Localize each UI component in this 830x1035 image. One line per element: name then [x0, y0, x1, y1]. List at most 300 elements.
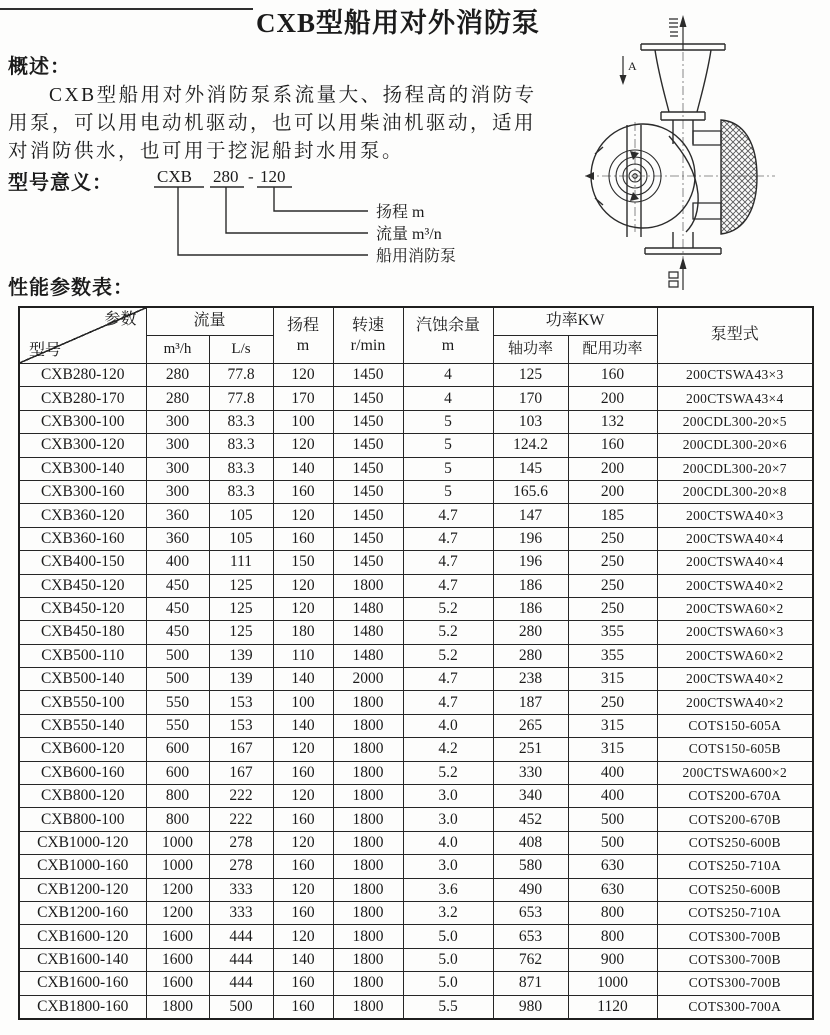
cell-speed: 1800	[333, 785, 403, 808]
cell-pump-type: 200CTSWA40×3	[657, 504, 813, 527]
cell-flow-ls: 444	[209, 925, 273, 948]
cell-flow-m3h: 1600	[146, 925, 209, 948]
cell-shaft-power: 196	[493, 527, 568, 550]
cell-fitted-power: 315	[568, 714, 657, 737]
cell-flow-m3h: 300	[146, 480, 209, 503]
cell-npsh: 5.0	[403, 948, 493, 971]
col-header-head: 扬程 m	[273, 307, 333, 364]
cell-flow-m3h: 360	[146, 527, 209, 550]
cell-model: CXB1600-120	[19, 925, 146, 948]
cell-pump-type: 200CTSWA60×2	[657, 644, 813, 667]
cell-npsh: 4.7	[403, 551, 493, 574]
cell-fitted-power: 400	[568, 785, 657, 808]
cell-pump-type: 200CTSWA43×4	[657, 387, 813, 410]
table-row	[19, 785, 813, 808]
cell-flow-m3h: 1200	[146, 901, 209, 924]
cell-flow-ls: 77.8	[209, 387, 273, 410]
cell-model: CXB300-140	[19, 457, 146, 480]
cell-shaft-power: 580	[493, 855, 568, 878]
cell-npsh: 3.0	[403, 808, 493, 831]
table-row	[19, 480, 813, 503]
table-row	[19, 761, 813, 784]
cell-pump-type: 200CDL300-20×8	[657, 480, 813, 503]
port-label-top-mark	[669, 19, 678, 36]
cell-head: 160	[273, 808, 333, 831]
cell-pump-type: COTS200-670B	[657, 808, 813, 831]
cell-fitted-power: 160	[568, 364, 657, 387]
table-heading: 性能参数表：	[8, 277, 134, 299]
cell-fitted-power: 800	[568, 925, 657, 948]
cell-shaft-power: 196	[493, 551, 568, 574]
corner-label-parameter: 参数	[104, 311, 137, 328]
cell-model: CXB1200-160	[19, 901, 146, 924]
cell-flow-ls: 83.3	[209, 480, 273, 503]
cell-fitted-power: 250	[568, 574, 657, 597]
cell-shaft-power: 653	[493, 901, 568, 924]
cell-pump-type: COTS150-605A	[657, 714, 813, 737]
cell-shaft-power: 408	[493, 831, 568, 854]
cell-flow-m3h: 800	[146, 785, 209, 808]
table-row	[19, 855, 813, 878]
header-row-1	[19, 307, 813, 336]
col-header-shaft-power: 轴功率	[493, 336, 568, 364]
hub-arrow-marks	[585, 151, 639, 201]
cell-flow-ls: 222	[209, 808, 273, 831]
cell-pump-type: COTS300-700B	[657, 948, 813, 971]
overview-line: 对消防供水，也可用于挖泥船封水用泵。	[8, 141, 405, 162]
label-flow: 流量 m³/n	[376, 226, 442, 243]
table-row	[19, 504, 813, 527]
cell-pump-type: COTS250-710A	[657, 855, 813, 878]
cell-head: 120	[273, 925, 333, 948]
cell-shaft-power: 147	[493, 504, 568, 527]
cell-speed: 1800	[333, 901, 403, 924]
cell-model: CXB280-170	[19, 387, 146, 410]
section-marker	[620, 56, 638, 85]
cell-pump-type: 200CTSWA600×2	[657, 761, 813, 784]
cell-npsh: 4	[403, 387, 493, 410]
cell-fitted-power: 250	[568, 527, 657, 550]
cell-speed: 1800	[333, 808, 403, 831]
cell-model: CXB450-120	[19, 597, 146, 620]
cell-model: CXB800-120	[19, 785, 146, 808]
volute-casing	[591, 124, 698, 237]
cell-npsh: 4.7	[403, 504, 493, 527]
cell-flow-ls: 111	[209, 551, 273, 574]
cell-flow-m3h: 1800	[146, 995, 209, 1019]
cell-head: 120	[273, 574, 333, 597]
cell-head: 120	[273, 878, 333, 901]
cell-model: CXB550-140	[19, 714, 146, 737]
cell-pump-type: COTS250-600B	[657, 878, 813, 901]
cell-speed: 1450	[333, 457, 403, 480]
cell-speed: 1450	[333, 527, 403, 550]
cell-model: CXB300-100	[19, 410, 146, 433]
col-header-pump-type: 泵型式	[657, 307, 813, 364]
cell-head: 120	[273, 831, 333, 854]
cell-pump-type: COTS250-600B	[657, 831, 813, 854]
cell-npsh: 5.2	[403, 761, 493, 784]
overview-line: 用泵，可以用电动机驱动，也可以用柴油机驱动，适用	[8, 113, 537, 134]
cell-pump-type: COTS300-700A	[657, 995, 813, 1019]
col-header-npsh: 汽蚀余量 m	[403, 307, 493, 364]
cell-head: 160	[273, 855, 333, 878]
pump-drawing	[583, 4, 828, 296]
cell-npsh: 5	[403, 457, 493, 480]
cell-pump-type: COTS150-605B	[657, 738, 813, 761]
table-row	[19, 644, 813, 667]
cell-speed: 1800	[333, 691, 403, 714]
cell-pump-type: COTS300-700B	[657, 972, 813, 995]
cell-shaft-power: 762	[493, 948, 568, 971]
cell-shaft-power: 124.2	[493, 434, 568, 457]
cell-flow-m3h: 1600	[146, 972, 209, 995]
model-code-prefix: CXB	[157, 167, 192, 186]
cell-flow-m3h: 1600	[146, 948, 209, 971]
cell-model: CXB360-160	[19, 527, 146, 550]
cell-shaft-power: 145	[493, 457, 568, 480]
cell-shaft-power: 980	[493, 995, 568, 1019]
cell-fitted-power: 250	[568, 551, 657, 574]
cell-fitted-power: 200	[568, 457, 657, 480]
table-row	[19, 457, 813, 480]
cell-head: 140	[273, 668, 333, 691]
cell-head: 160	[273, 995, 333, 1019]
header-rule	[0, 8, 253, 10]
cell-speed: 1450	[333, 434, 403, 457]
cell-pump-type: 200CTSWA43×3	[657, 364, 813, 387]
cell-flow-ls: 153	[209, 691, 273, 714]
cell-flow-ls: 444	[209, 972, 273, 995]
cell-fitted-power: 200	[568, 480, 657, 503]
cell-shaft-power: 280	[493, 644, 568, 667]
table-row	[19, 434, 813, 457]
table-row	[19, 714, 813, 737]
cell-speed: 1480	[333, 644, 403, 667]
cell-flow-m3h: 360	[146, 504, 209, 527]
cell-model: CXB360-120	[19, 504, 146, 527]
cell-shaft-power: 280	[493, 621, 568, 644]
cell-npsh: 3.6	[403, 878, 493, 901]
cell-head: 160	[273, 901, 333, 924]
cell-model: CXB500-140	[19, 668, 146, 691]
cell-head: 120	[273, 504, 333, 527]
cell-shaft-power: 490	[493, 878, 568, 901]
cell-npsh: 5.2	[403, 644, 493, 667]
cell-speed: 1800	[333, 714, 403, 737]
cell-pump-type: 200CTSWA60×2	[657, 597, 813, 620]
col-header-speed: 转速 r/min	[333, 307, 403, 364]
col-header-flow-group: 流量	[146, 307, 273, 336]
cell-fitted-power: 315	[568, 668, 657, 691]
table-row	[19, 527, 813, 550]
cell-flow-ls: 125	[209, 574, 273, 597]
cell-npsh: 3.0	[403, 855, 493, 878]
cell-fitted-power: 630	[568, 878, 657, 901]
cell-flow-ls: 222	[209, 785, 273, 808]
cell-npsh: 4.7	[403, 691, 493, 714]
table-row	[19, 808, 813, 831]
label-head: 扬程 m	[376, 204, 425, 221]
cell-flow-m3h: 800	[146, 808, 209, 831]
table-row	[19, 878, 813, 901]
cell-model: CXB400-150	[19, 551, 146, 574]
cell-head: 150	[273, 551, 333, 574]
model-code-flow: 280	[213, 167, 239, 186]
col-header-flow-m3h: m³/h	[146, 336, 209, 364]
cell-pump-type: 200CDL300-20×7	[657, 457, 813, 480]
cell-model: CXB1800-160	[19, 995, 146, 1019]
cell-pump-type: COTS200-670A	[657, 785, 813, 808]
cell-head: 120	[273, 597, 333, 620]
cell-fitted-power: 160	[568, 434, 657, 457]
cell-speed: 1800	[333, 972, 403, 995]
cell-fitted-power: 400	[568, 761, 657, 784]
cell-speed: 1800	[333, 855, 403, 878]
table-row	[19, 574, 813, 597]
cell-pump-type: 200CTSWA60×3	[657, 621, 813, 644]
cell-speed: 1800	[333, 574, 403, 597]
cell-head: 140	[273, 457, 333, 480]
cell-shaft-power: 187	[493, 691, 568, 714]
callout-line-series	[178, 187, 368, 255]
cell-head: 160	[273, 527, 333, 550]
cell-flow-ls: 77.8	[209, 364, 273, 387]
overview-heading: 概述：	[8, 56, 71, 78]
cell-shaft-power: 251	[493, 738, 568, 761]
cell-flow-ls: 278	[209, 831, 273, 854]
cell-npsh: 5.2	[403, 597, 493, 620]
cell-flow-ls: 278	[209, 855, 273, 878]
cell-model: CXB300-120	[19, 434, 146, 457]
cell-speed: 1800	[333, 948, 403, 971]
cell-shaft-power: 330	[493, 761, 568, 784]
cell-flow-m3h: 600	[146, 738, 209, 761]
cell-head: 120	[273, 738, 333, 761]
cell-model: CXB1200-120	[19, 878, 146, 901]
cell-head: 120	[273, 434, 333, 457]
cell-flow-ls: 139	[209, 644, 273, 667]
cell-flow-m3h: 450	[146, 574, 209, 597]
cell-model: CXB600-160	[19, 761, 146, 784]
col-header-fitted-power: 配用功率	[568, 336, 657, 364]
cell-flow-ls: 125	[209, 621, 273, 644]
overview-paragraph	[8, 82, 586, 166]
cell-npsh: 4.7	[403, 668, 493, 691]
cell-fitted-power: 500	[568, 808, 657, 831]
cell-fitted-power: 1000	[568, 972, 657, 995]
col-header-flow-ls: L/s	[209, 336, 273, 364]
cell-shaft-power: 165.6	[493, 480, 568, 503]
cell-fitted-power: 315	[568, 738, 657, 761]
cell-shaft-power: 186	[493, 574, 568, 597]
table-row	[19, 925, 813, 948]
cell-flow-m3h: 500	[146, 644, 209, 667]
cell-shaft-power: 186	[493, 597, 568, 620]
cell-flow-m3h: 1200	[146, 878, 209, 901]
cell-flow-ls: 139	[209, 668, 273, 691]
cell-speed: 1450	[333, 480, 403, 503]
cell-fitted-power: 355	[568, 644, 657, 667]
cell-head: 160	[273, 972, 333, 995]
overview-line: CXB型船用对外消防泵系流量大、扬程高的消防专	[49, 85, 537, 106]
cell-npsh: 4	[403, 364, 493, 387]
cell-fitted-power: 900	[568, 948, 657, 971]
cell-shaft-power: 452	[493, 808, 568, 831]
cell-flow-m3h: 450	[146, 597, 209, 620]
cell-flow-ls: 500	[209, 995, 273, 1019]
model-meaning-heading: 型号意义：	[8, 172, 113, 194]
cell-npsh: 5.0	[403, 925, 493, 948]
cell-fitted-power: 500	[568, 831, 657, 854]
cell-flow-ls: 83.3	[209, 410, 273, 433]
cell-speed: 1800	[333, 925, 403, 948]
model-code-diagram	[140, 163, 490, 271]
cell-flow-m3h: 550	[146, 714, 209, 737]
cell-model: CXB600-120	[19, 738, 146, 761]
cell-npsh: 4.0	[403, 831, 493, 854]
cell-npsh: 5	[403, 434, 493, 457]
cell-head: 110	[273, 644, 333, 667]
cell-model: CXB450-120	[19, 574, 146, 597]
label-series: 船用消防泵	[376, 248, 457, 265]
cell-fitted-power: 185	[568, 504, 657, 527]
hatched-dome	[721, 120, 757, 234]
cell-npsh: 4.0	[403, 714, 493, 737]
performance-table	[18, 306, 814, 1020]
suction-arrow	[680, 257, 687, 290]
cell-npsh: 3.0	[403, 785, 493, 808]
cell-pump-type: COTS250-710A	[657, 901, 813, 924]
cell-npsh: 5.5	[403, 995, 493, 1019]
model-code-dash: -	[248, 167, 254, 186]
cell-pump-type: 200CTSWA40×2	[657, 691, 813, 714]
cell-fitted-power: 1120	[568, 995, 657, 1019]
table-row	[19, 551, 813, 574]
cell-flow-m3h: 550	[146, 691, 209, 714]
cell-flow-m3h: 600	[146, 761, 209, 784]
cell-flow-ls: 105	[209, 504, 273, 527]
table-row	[19, 668, 813, 691]
cell-model: CXB500-110	[19, 644, 146, 667]
cell-flow-ls: 167	[209, 761, 273, 784]
table-row	[19, 621, 813, 644]
port-label-bottom-mark	[669, 272, 678, 287]
cell-shaft-power: 125	[493, 364, 568, 387]
cell-fitted-power: 355	[568, 621, 657, 644]
cell-pump-type: 200CDL300-20×5	[657, 410, 813, 433]
model-code-head: 120	[260, 167, 286, 186]
table-row	[19, 387, 813, 410]
table-row	[19, 831, 813, 854]
cell-speed: 2000	[333, 668, 403, 691]
cell-pump-type: 200CTSWA40×4	[657, 551, 813, 574]
cell-head: 140	[273, 948, 333, 971]
cell-speed: 1480	[333, 597, 403, 620]
cell-pump-type: 200CTSWA40×4	[657, 527, 813, 550]
cell-fitted-power: 630	[568, 855, 657, 878]
cell-model: CXB300-160	[19, 480, 146, 503]
table-row	[19, 738, 813, 761]
cell-npsh: 5.0	[403, 972, 493, 995]
cell-flow-m3h: 450	[146, 621, 209, 644]
cell-npsh: 5	[403, 410, 493, 433]
cell-head: 100	[273, 691, 333, 714]
cell-speed: 1800	[333, 761, 403, 784]
cell-flow-m3h: 1000	[146, 831, 209, 854]
cell-flow-ls: 105	[209, 527, 273, 550]
cell-shaft-power: 238	[493, 668, 568, 691]
section-label: A	[628, 59, 637, 73]
table-row	[19, 972, 813, 995]
cell-speed: 1480	[333, 621, 403, 644]
callout-line-flow	[226, 187, 368, 233]
cell-shaft-power: 170	[493, 387, 568, 410]
cell-flow-ls: 333	[209, 878, 273, 901]
cell-speed: 1450	[333, 410, 403, 433]
cell-flow-ls: 444	[209, 948, 273, 971]
cell-speed: 1450	[333, 387, 403, 410]
cell-pump-type: 200CDL300-20×6	[657, 434, 813, 457]
cell-pump-type: 200CTSWA40×2	[657, 574, 813, 597]
cell-shaft-power: 103	[493, 410, 568, 433]
cell-shaft-power: 265	[493, 714, 568, 737]
cell-flow-m3h: 300	[146, 410, 209, 433]
cell-flow-ls: 83.3	[209, 434, 273, 457]
table-row	[19, 364, 813, 387]
cell-model: CXB280-120	[19, 364, 146, 387]
cell-flow-ls: 83.3	[209, 457, 273, 480]
cell-fitted-power: 250	[568, 691, 657, 714]
cell-npsh: 5.2	[403, 621, 493, 644]
cell-fitted-power: 800	[568, 901, 657, 924]
cell-shaft-power: 871	[493, 972, 568, 995]
cell-flow-m3h: 1000	[146, 855, 209, 878]
cell-flow-m3h: 400	[146, 551, 209, 574]
cell-flow-m3h: 500	[146, 668, 209, 691]
discharge-arrow	[680, 15, 687, 50]
table-row	[19, 995, 813, 1019]
table-row	[19, 597, 813, 620]
cell-head: 170	[273, 387, 333, 410]
cell-speed: 1800	[333, 878, 403, 901]
table-row	[19, 410, 813, 433]
cell-model: CXB1000-120	[19, 831, 146, 854]
corner-header	[19, 307, 146, 364]
cell-head: 120	[273, 364, 333, 387]
cell-flow-ls: 167	[209, 738, 273, 761]
cell-head: 160	[273, 480, 333, 503]
cell-flow-ls: 153	[209, 714, 273, 737]
cell-speed: 1800	[333, 831, 403, 854]
cell-model: CXB1600-160	[19, 972, 146, 995]
cell-head: 140	[273, 714, 333, 737]
callout-line-head	[274, 187, 368, 211]
cell-head: 120	[273, 785, 333, 808]
cell-model: CXB800-100	[19, 808, 146, 831]
cell-head: 180	[273, 621, 333, 644]
cell-fitted-power: 200	[568, 387, 657, 410]
cell-model: CXB450-180	[19, 621, 146, 644]
cell-flow-m3h: 300	[146, 457, 209, 480]
cell-speed: 1800	[333, 738, 403, 761]
cell-flow-ls: 333	[209, 901, 273, 924]
cell-flow-m3h: 280	[146, 364, 209, 387]
cell-shaft-power: 340	[493, 785, 568, 808]
cell-npsh: 4.7	[403, 527, 493, 550]
cell-speed: 1450	[333, 551, 403, 574]
cell-head: 160	[273, 761, 333, 784]
